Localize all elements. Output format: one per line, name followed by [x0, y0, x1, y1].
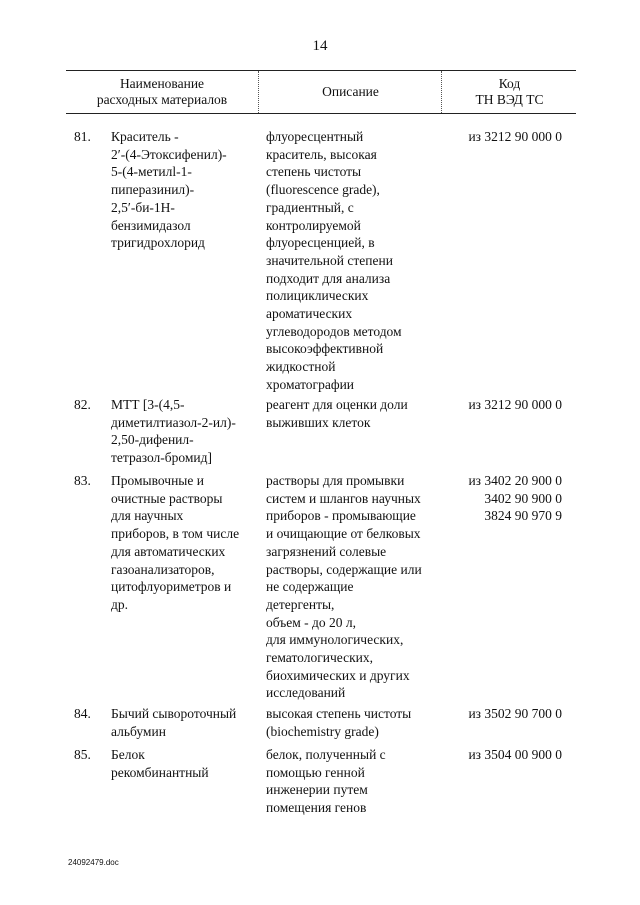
tn-ved-code: из 3502 90 700 0 [468, 706, 562, 721]
row-number: 83. [74, 473, 91, 488]
material-description: реагент для оценки доли выживших клеток [266, 397, 408, 430]
document-footer: 24092479.doc [68, 858, 119, 867]
tn-ved-code: из 3212 90 000 0 [468, 397, 562, 412]
material-name: Промывочные и очистные растворы для научных приборов, в том числе для автоматических газоанализаторов, цитофлуориметров и др. [111, 473, 240, 612]
row-number: 82. [74, 397, 91, 412]
header-name-column: Наименование расходных материалов [96, 76, 228, 107]
header-description-column: Описание [258, 71, 442, 113]
row-number: 84. [74, 706, 91, 721]
material-description: флуоресцентный краситель, высокая степень чистоты (fluorescence grade), градиентный, с контролируемой флуоресценцией, в значительной степени подходит для анализа полициклических ароматических углеводородов методом высокоэффективной жидкостной хроматографии [266, 129, 402, 392]
tn-ved-code: из 3402 20 900 0 3402 90 900 0 3824 90 970 9 [468, 473, 562, 524]
material-description: растворы для промывки систем и шлангов научных приборов - промывающие и очищающие от белковых загрязнений солевые растворы, содержащие или не содержащие детергенты, объем - до 20 л, для иммунологических, гематологических, биохимических и других исследований [266, 473, 422, 701]
page-number: 14 [312, 38, 328, 54]
material-name: Краситель - 2′-(4-Этоксифенил)- 5-(4-метилl-1- пиперазинил)- 2,5′-би-1H- бензимидазол тригидрохлорид [111, 129, 227, 251]
table-header [66, 70, 576, 114]
tn-ved-code: из 3212 90 000 0 [468, 129, 562, 144]
header-code-column: Код ТН ВЭД ТС [441, 71, 577, 113]
row-number: 81. [74, 129, 91, 144]
material-name: МТТ [3-(4,5- диметилтиазол-2-ил)- 2,50-дифенил- тетразол-бромид] [111, 397, 236, 466]
tn-ved-code: из 3504 00 900 0 [468, 747, 562, 762]
row-number: 85. [74, 747, 91, 762]
material-description: высокая степень чистоты (biochemistry grade) [266, 706, 412, 739]
material-description: белок, полученный с помощью генной инженерии путем помещения генов [266, 747, 386, 816]
material-name: Белок рекомбинантный [111, 747, 209, 780]
material-name: Бычий сывороточный альбумин [111, 706, 237, 739]
